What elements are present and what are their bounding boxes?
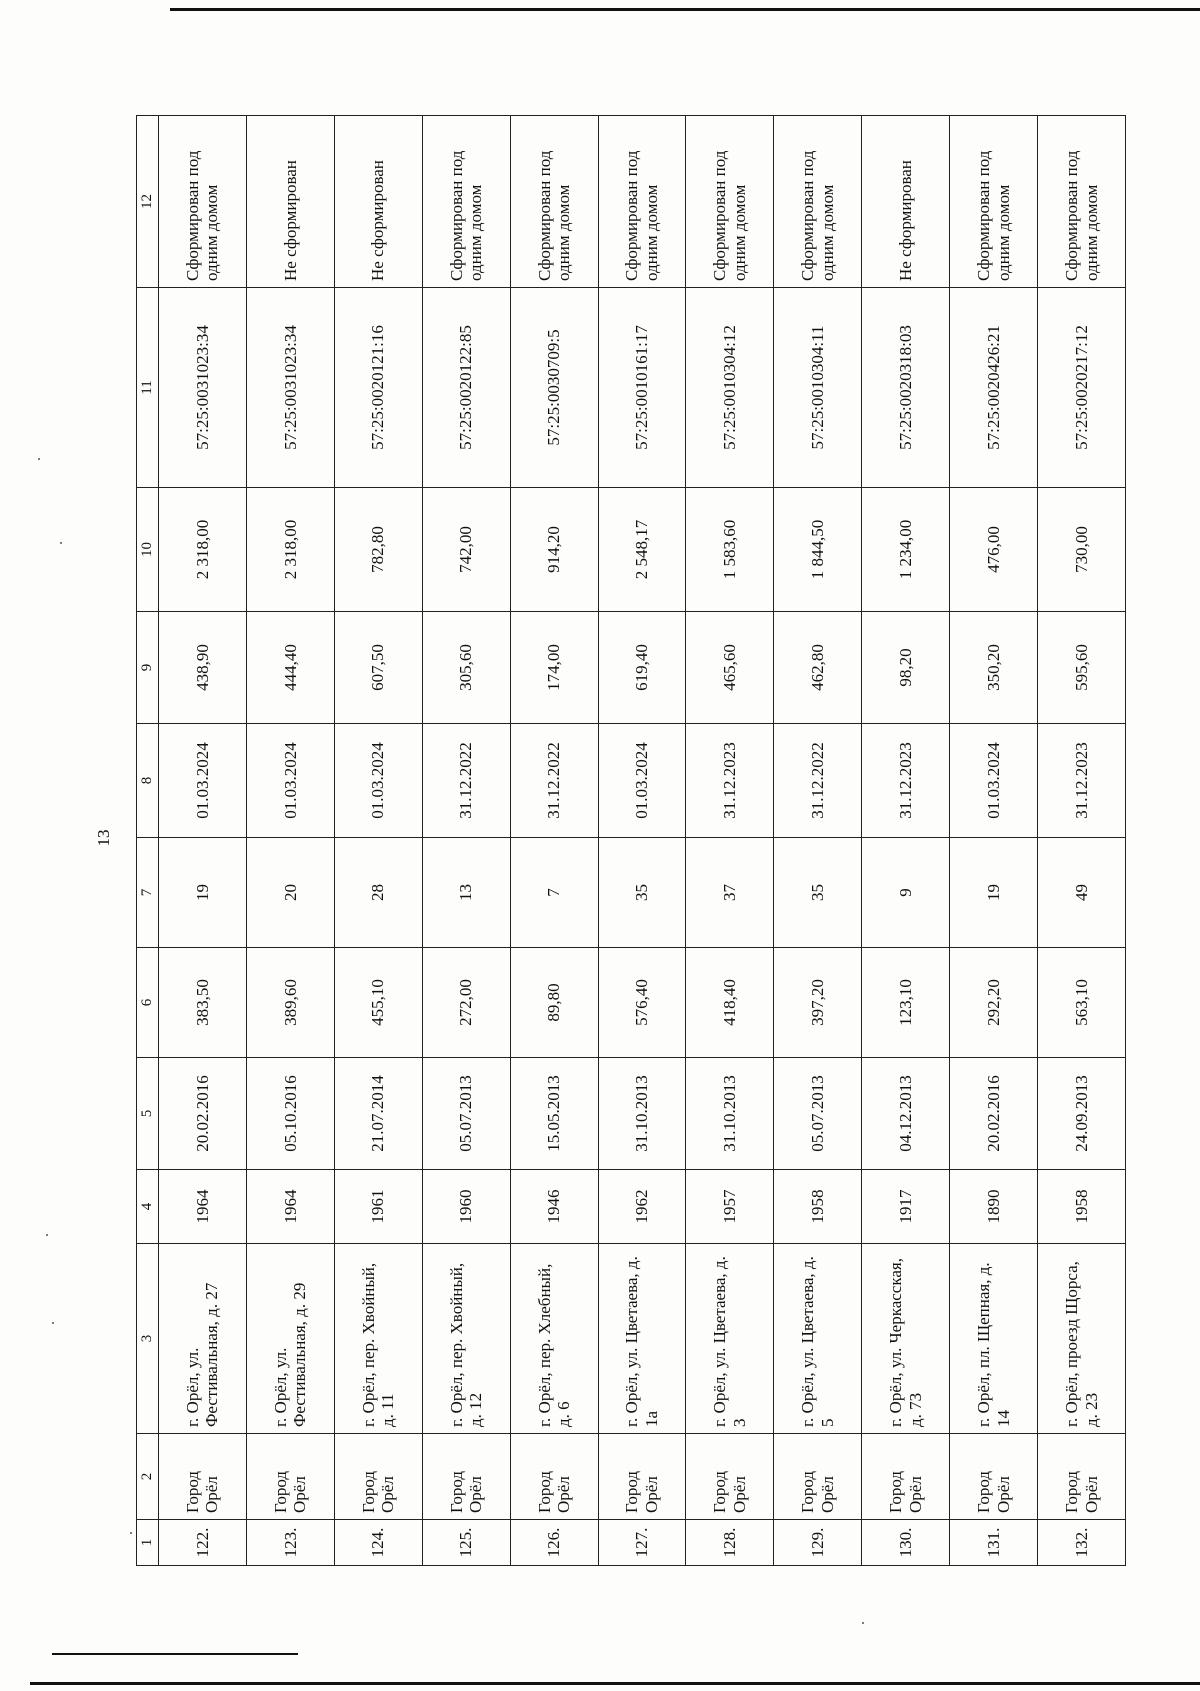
address-cell: г. Орёл, ул. Фестивальная, д. 27 bbox=[159, 1244, 247, 1434]
address-cell: г. Орёл, пл. Щепная, д. 14 bbox=[950, 1244, 1038, 1434]
table-row bbox=[950, 116, 1038, 1566]
area-cell: 438,90 bbox=[159, 612, 247, 724]
date-cell: 15.05.2013 bbox=[510, 1058, 598, 1170]
residents-cell: 9 bbox=[862, 838, 950, 948]
land-status-cell: Сформирован под одним домом bbox=[510, 116, 598, 288]
top-border-line bbox=[170, 8, 1200, 11]
row-number-cell: 122. bbox=[159, 1520, 247, 1566]
scan-speck bbox=[60, 542, 62, 544]
header-cell: 8 bbox=[137, 724, 159, 838]
cadastral-number-cell: 57:25:0010161:17 bbox=[598, 288, 686, 488]
table-row bbox=[862, 116, 950, 1566]
header-cell: 4 bbox=[137, 1170, 159, 1244]
header-row bbox=[137, 116, 159, 1566]
area-cell: 455,10 bbox=[334, 948, 422, 1058]
page-number: 13 bbox=[94, 829, 113, 847]
address-cell: г. Орёл, пер. Хвойный, д. 11 bbox=[334, 1244, 422, 1434]
land-status-cell: Не сформирован bbox=[334, 116, 422, 288]
row-number-cell: 125. bbox=[422, 1520, 510, 1566]
area-cell: 383,50 bbox=[159, 948, 247, 1058]
row-number-cell: 127. bbox=[598, 1520, 686, 1566]
header-cell: 1 bbox=[137, 1520, 159, 1566]
cadastral-number-cell: 57:25:0030709:5 bbox=[510, 288, 598, 488]
table-body bbox=[159, 116, 1126, 1566]
address-cell: г. Орёл, ул. Цветаева, д. 1а bbox=[598, 1244, 686, 1434]
build-year-cell: 1946 bbox=[510, 1170, 598, 1244]
header-cell: 10 bbox=[137, 488, 159, 612]
cadastral-number-cell: 57:25:0020121:16 bbox=[334, 288, 422, 488]
table-row bbox=[686, 116, 774, 1566]
land-status-cell: Не сформирован bbox=[862, 116, 950, 288]
address-cell: г. Орёл, ул. Цветаева, д. 3 bbox=[686, 1244, 774, 1434]
municipality-cell: Город Орёл bbox=[510, 1434, 598, 1520]
area-cell: 914,20 bbox=[510, 488, 598, 612]
municipality-cell: Город Орёл bbox=[774, 1434, 862, 1520]
land-status-cell: Сформирован под одним домом bbox=[159, 116, 247, 288]
cadastral-number-cell: 57:25:0020122:85 bbox=[422, 288, 510, 488]
table-row bbox=[246, 116, 334, 1566]
date-cell: 01.03.2024 bbox=[246, 724, 334, 838]
residents-cell: 35 bbox=[774, 838, 862, 948]
table-row bbox=[774, 116, 862, 1566]
scan-speck bbox=[862, 1622, 864, 1624]
build-year-cell: 1957 bbox=[686, 1170, 774, 1244]
date-cell: 21.07.2014 bbox=[334, 1058, 422, 1170]
area-cell: 272,00 bbox=[422, 948, 510, 1058]
residents-cell: 20 bbox=[246, 838, 334, 948]
municipality-cell: Город Орёл bbox=[159, 1434, 247, 1520]
header-cell: 12 bbox=[137, 116, 159, 288]
area-cell: 89,80 bbox=[510, 948, 598, 1058]
build-year-cell: 1961 bbox=[334, 1170, 422, 1244]
residents-cell: 13 bbox=[422, 838, 510, 948]
municipality-cell: Город Орёл bbox=[246, 1434, 334, 1520]
residents-cell: 37 bbox=[686, 838, 774, 948]
table-row bbox=[1038, 116, 1126, 1566]
cadastral-number-cell: 57:25:0020426:21 bbox=[950, 288, 1038, 488]
area-cell: 444,40 bbox=[246, 612, 334, 724]
row-number-cell: 129. bbox=[774, 1520, 862, 1566]
build-year-cell: 1964 bbox=[159, 1170, 247, 1244]
scan-speck bbox=[46, 1234, 48, 1236]
address-cell: г. Орёл, ул. Фестивальная, д. 29 bbox=[246, 1244, 334, 1434]
area-cell: 742,00 bbox=[422, 488, 510, 612]
date-cell: 01.03.2024 bbox=[950, 724, 1038, 838]
scan-speck bbox=[38, 458, 40, 460]
address-cell: г. Орёл, ул. Цветаева, д. 5 bbox=[774, 1244, 862, 1434]
date-cell: 01.03.2024 bbox=[334, 724, 422, 838]
area-cell: 389,60 bbox=[246, 948, 334, 1058]
land-status-cell: Сформирован под одним домом bbox=[774, 116, 862, 288]
area-cell: 476,00 bbox=[950, 488, 1038, 612]
municipality-cell: Город Орёл bbox=[598, 1434, 686, 1520]
date-cell: 24.09.2013 bbox=[1038, 1058, 1126, 1170]
area-cell: 1 234,00 bbox=[862, 488, 950, 612]
address-cell: г. Орёл, ул. Черкасская, д. 73 bbox=[862, 1244, 950, 1434]
header-cell: 2 bbox=[137, 1434, 159, 1520]
row-number-cell: 130. bbox=[862, 1520, 950, 1566]
area-cell: 292,20 bbox=[950, 948, 1038, 1058]
date-cell: 05.10.2016 bbox=[246, 1058, 334, 1170]
header-cell: 7 bbox=[137, 838, 159, 948]
table-row bbox=[510, 116, 598, 1566]
municipality-cell: Город Орёл bbox=[422, 1434, 510, 1520]
area-cell: 465,60 bbox=[686, 612, 774, 724]
area-cell: 2 318,00 bbox=[246, 488, 334, 612]
area-cell: 2 318,00 bbox=[159, 488, 247, 612]
municipality-cell: Город Орёл bbox=[950, 1434, 1038, 1520]
build-year-cell: 1962 bbox=[598, 1170, 686, 1244]
area-cell: 576,40 bbox=[598, 948, 686, 1058]
area-cell: 619,40 bbox=[598, 612, 686, 724]
date-cell: 01.03.2024 bbox=[598, 724, 686, 838]
area-cell: 1 844,50 bbox=[774, 488, 862, 612]
area-cell: 730,00 bbox=[1038, 488, 1126, 612]
cadastral-number-cell: 57:25:0010304:12 bbox=[686, 288, 774, 488]
build-year-cell: 1917 bbox=[862, 1170, 950, 1244]
row-number-cell: 124. bbox=[334, 1520, 422, 1566]
address-cell: г. Орёл, пер. Хвойный, д. 12 bbox=[422, 1244, 510, 1434]
date-cell: 31.12.2023 bbox=[686, 724, 774, 838]
bottom-border-line bbox=[30, 1682, 1200, 1685]
housing-table bbox=[136, 115, 1126, 1566]
municipality-cell: Город Орёл bbox=[862, 1434, 950, 1520]
table-row bbox=[598, 116, 686, 1566]
date-cell: 20.02.2016 bbox=[950, 1058, 1038, 1170]
date-cell: 31.10.2013 bbox=[598, 1058, 686, 1170]
land-status-cell: Сформирован под одним домом bbox=[686, 116, 774, 288]
area-cell: 123,10 bbox=[862, 948, 950, 1058]
scan-speck bbox=[130, 1532, 132, 1534]
date-cell: 05.07.2013 bbox=[774, 1058, 862, 1170]
row-number-cell: 123. bbox=[246, 1520, 334, 1566]
build-year-cell: 1890 bbox=[950, 1170, 1038, 1244]
date-cell: 31.12.2023 bbox=[1038, 724, 1126, 838]
row-number-cell: 126. bbox=[510, 1520, 598, 1566]
cadastral-number-cell: 57:25:0031023:34 bbox=[159, 288, 247, 488]
cadastral-number-cell: 57:25:0020217:12 bbox=[1038, 288, 1126, 488]
row-number-cell: 128. bbox=[686, 1520, 774, 1566]
row-number-cell: 131. bbox=[950, 1520, 1038, 1566]
scan-speck bbox=[52, 1322, 54, 1324]
build-year-cell: 1960 bbox=[422, 1170, 510, 1244]
land-status-cell: Сформирован под одним домом bbox=[950, 116, 1038, 288]
area-cell: 1 583,60 bbox=[686, 488, 774, 612]
area-cell: 397,20 bbox=[774, 948, 862, 1058]
date-cell: 31.12.2023 bbox=[862, 724, 950, 838]
cadastral-number-cell: 57:25:0031023:34 bbox=[246, 288, 334, 488]
header-cell: 6 bbox=[137, 948, 159, 1058]
date-cell: 01.03.2024 bbox=[159, 724, 247, 838]
row-number-cell: 132. bbox=[1038, 1520, 1126, 1566]
address-cell: г. Орёл, пер. Хлебный, д. 6 bbox=[510, 1244, 598, 1434]
date-cell: 20.02.2016 bbox=[159, 1058, 247, 1170]
land-status-cell: Не сформирован bbox=[246, 116, 334, 288]
date-cell: 31.12.2022 bbox=[774, 724, 862, 838]
date-cell: 31.12.2022 bbox=[422, 724, 510, 838]
municipality-cell: Город Орёл bbox=[334, 1434, 422, 1520]
table-row bbox=[422, 116, 510, 1566]
area-cell: 563,10 bbox=[1038, 948, 1126, 1058]
residents-cell: 19 bbox=[950, 838, 1038, 948]
build-year-cell: 1958 bbox=[774, 1170, 862, 1244]
area-cell: 98,20 bbox=[862, 612, 950, 724]
header-cell: 9 bbox=[137, 612, 159, 724]
residents-cell: 35 bbox=[598, 838, 686, 948]
area-cell: 305,60 bbox=[422, 612, 510, 724]
build-year-cell: 1964 bbox=[246, 1170, 334, 1244]
cadastral-number-cell: 57:25:0010304:11 bbox=[774, 288, 862, 488]
header-cell: 5 bbox=[137, 1058, 159, 1170]
date-cell: 05.07.2013 bbox=[422, 1058, 510, 1170]
residents-cell: 7 bbox=[510, 838, 598, 948]
residents-cell: 19 bbox=[159, 838, 247, 948]
municipality-cell: Город Орёл bbox=[1038, 1434, 1126, 1520]
table-row bbox=[334, 116, 422, 1566]
cadastral-number-cell: 57:25:0020318:03 bbox=[862, 288, 950, 488]
area-cell: 782,80 bbox=[334, 488, 422, 612]
area-cell: 607,50 bbox=[334, 612, 422, 724]
footnote-rule bbox=[52, 1653, 298, 1655]
residents-cell: 49 bbox=[1038, 838, 1126, 948]
land-status-cell: Сформирован под одним домом bbox=[1038, 116, 1126, 288]
area-cell: 595,60 bbox=[1038, 612, 1126, 724]
area-cell: 350,20 bbox=[950, 612, 1038, 724]
table-container bbox=[136, 116, 1126, 1566]
header-cell: 11 bbox=[137, 288, 159, 488]
area-cell: 418,40 bbox=[686, 948, 774, 1058]
residents-cell: 28 bbox=[334, 838, 422, 948]
area-cell: 462,80 bbox=[774, 612, 862, 724]
address-cell: г. Орёл, проезд Щорса, д. 23 bbox=[1038, 1244, 1126, 1434]
area-cell: 2 548,17 bbox=[598, 488, 686, 612]
date-cell: 31.10.2013 bbox=[686, 1058, 774, 1170]
land-status-cell: Сформирован под одним домом bbox=[422, 116, 510, 288]
build-year-cell: 1958 bbox=[1038, 1170, 1126, 1244]
date-cell: 31.12.2022 bbox=[510, 724, 598, 838]
municipality-cell: Город Орёл bbox=[686, 1434, 774, 1520]
date-cell: 04.12.2013 bbox=[862, 1058, 950, 1170]
land-status-cell: Сформирован под одним домом bbox=[598, 116, 686, 288]
area-cell: 174,00 bbox=[510, 612, 598, 724]
table-row bbox=[159, 116, 247, 1566]
header-cell: 3 bbox=[137, 1244, 159, 1434]
